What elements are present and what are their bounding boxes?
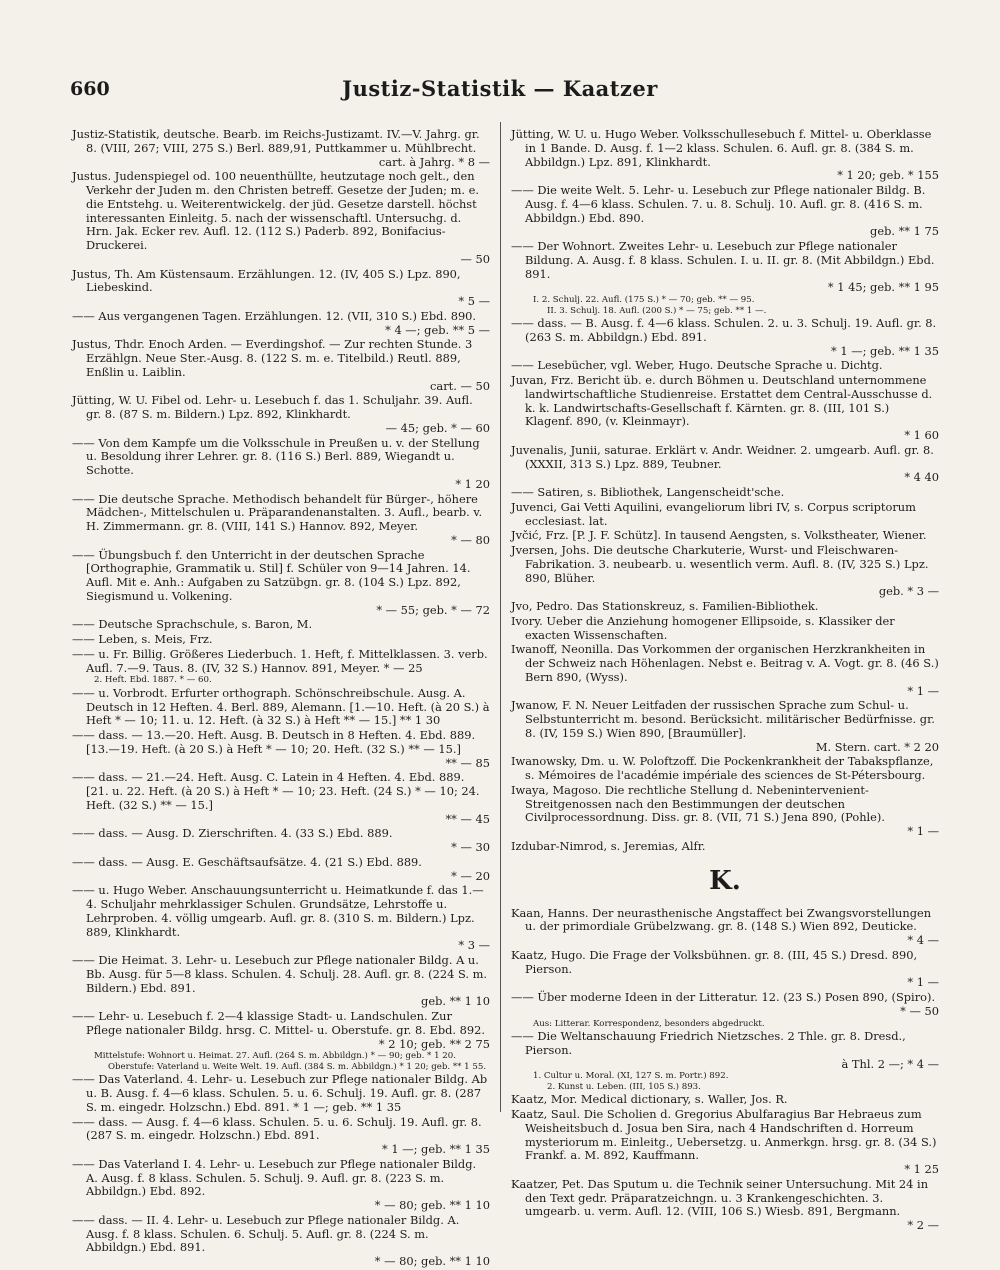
entry-price: M. Stern. cart. * 2 20	[815, 739, 939, 754]
entry-text: Izdubar-Nimrod, s. Jeremias, Alfr.	[511, 838, 706, 853]
right-column	[511, 127, 943, 1234]
entry-price: * 1 —; geb. ** 1 35	[382, 1142, 490, 1156]
entry-price: * — 30	[451, 840, 490, 854]
entry-price: — 50	[460, 251, 490, 266]
bibliography-entry	[511, 784, 939, 839]
entry-price: à Thl. 2 —; * 4 —	[841, 1056, 939, 1071]
entry-text: —— dass. — 21.—24. Heft. Ausg. C. Latein in 4 Heften. 4. Ebd. 889. [21. u. 22. Heft. (à 20 S.) à Heft * — 10; 23. Heft. (24 S.) * — 10; 24. Heft. (32 S.) ** — 15.]	[72, 770, 484, 812]
entry-price: * 2 —	[907, 1218, 939, 1232]
entry-text: Ivory. Ueber die Anziehung homogener Ellipsoide, s. Klassiker der exacten Wissenschaften.	[511, 613, 899, 642]
bibliography-entry	[72, 338, 490, 393]
bibliography-entry	[72, 493, 490, 548]
bibliography-entry	[72, 618, 490, 632]
page-number: 660	[70, 78, 110, 100]
bibliography-entry	[72, 170, 490, 266]
entry-price: * 1 25	[904, 1162, 939, 1176]
bibliography-entry	[72, 1158, 490, 1213]
bibliography-entry	[72, 268, 490, 309]
entry-text: Justus. Judenspiegel od. 100 neuenthüllte, heutzutage noch gelt., den Verkehr der Juden m. den Christen betreff. Gesetze der Juden; m. e. die Entstehg. u. Weiterentwickelg. der jüd. Gesetze darstell. höchst interessanten Einleitg. 5. nach der wissenschaftl. Untersuchg. d. Hrn. Jak. Ecker rev. Aufl. 12. (112 S.) Paderb. 892, Bonifacius-Druckerei.	[72, 169, 483, 252]
entry-price: * — 80; geb. ** 1 10	[374, 1254, 490, 1268]
entry-price: * 1 20	[455, 476, 490, 491]
entry-price: * 4 —; geb. ** 5 —	[385, 322, 490, 337]
entry-text: Juvan, Frz. Bericht üb. e. durch Böhmen u. Deutschland unternommene landwirtschaftliche Studienreise. Erstattet dem Central-Ausschusse d. k. k. Landwirtschafts-Gesellschaft f. Kärnten. gr. 8. (III, 101 S.) Klagenf. 890, (v. Kleinmayr).	[511, 373, 936, 429]
entry-price: ** — 45	[445, 811, 490, 826]
entry-text: —— u. Hugo Weber. Anschauungsunterricht u. Heimatkunde f. das 1.—4. Schuljahr mehrklassiger Schulen. Grundsätze, Lehrstoffe u. Lehrproben. 4. völlig umgearb. Aufl. gr. 8. (310 S. m. Bildern.) Lpz. 889, Klinkhardt.	[72, 883, 484, 939]
entry-price: * 1 —	[907, 683, 939, 698]
entry-text: —— u. Fr. Billig. Größeres Liederbuch. 1. Heft, f. Mittelklassen. 3. verb. Aufl. 7.—9. Taus. 8. (IV, 32 S.) Hannov. 891, Meyer. * — 25	[72, 646, 492, 675]
entry-text: —— dass. — II. 4. Lehr- u. Lesebuch zur Pflege nationaler Bildg. A. Ausg. f. 8 klass. Schulen. 6. Schulj. 5. Aufl. gr. 8. (224 S. m. Abbildgn.) Ebd. 891.	[72, 1212, 463, 1255]
entry-text: —— Aus vergangenen Tagen. Erzählungen. 12. (VII, 310 S.) Ebd. 890.	[72, 308, 477, 323]
entry-price: * — 50	[900, 1003, 939, 1018]
entry-price: cart. — 50	[430, 378, 490, 393]
entry-text: —— Übungsbuch f. den Unterricht in der deutschen Sprache [Orthographie, Grammatik u. Stil] f. Schüler von 9—14 Jahren. 14. Aufl. Mit e. Anh.: Aufgaben zu Satzübgn. gr. 8. (104 S.) Lpz. 892, Siegismund u. Volkening.	[72, 547, 475, 603]
bibliography-entry	[511, 359, 939, 373]
entry-price: * 1 —	[907, 975, 939, 990]
bibliography-entry	[511, 486, 939, 500]
entry-text: —— Die Weltanschauung Friedrich Nietzsches. 2 Thle. gr. 8. Dresd., Pierson.	[511, 1029, 910, 1057]
left-column	[72, 127, 494, 1270]
entry-text: —— Von dem Kampfe um die Volksschule in Preußen u. v. der Stellung u. Besoldung ihrer Lehrer. gr. 8. (116 S.) Berl. 889, Wiegandt u. Schotte.	[72, 435, 484, 477]
entry-note: Aus: Litterar. Korrespondenz, besonders abgedruckt.	[533, 1018, 765, 1029]
entry-price: * 4 40	[904, 470, 939, 485]
bibliography-entry	[72, 884, 490, 953]
entry-text: Juvenci, Gai Vetti Aquilini, evangeliorum libri IV, s. Corpus scriptorum ecclesiast. lat.	[511, 499, 920, 528]
entry-text: Iwaya, Magoso. Die rechtliche Stellung d. Nebenintervenient-Streitgenossen nach den Bestimmungen der deutschen Civilprocessordnung. Diss. gr. 8. (VII, 71 S.) Jena 890, (Pohle).	[511, 782, 885, 825]
entry-price: * — 20	[451, 868, 490, 883]
bibliography-entry	[511, 615, 939, 643]
bibliography-entry	[511, 1030, 939, 1092]
entry-text: Jversen, Johs. Die deutsche Charkuterie, Wurst- und Fleischwaren-Fabrikation. 3. neubearb. u. wesentlich verm. Aufl. 8. (IV, 325 S.) Lpz. 890, Blüher.	[511, 543, 933, 585]
entry-text: Jvčić, Frz. [P. J. F. Schütz]. In tausend Aengsten, s. Volkstheater, Wiener.	[511, 528, 927, 543]
entry-text: Kaatz, Saul. Die Scholien d. Gregorius Abulfaragius Bar Hebraeus zum Weisheitsbuch d. Josua ben Sira, nach 4 Handschriften d. Horreum mysteriorum m. Einleitg., Uebersetzg. u. Anmerkgn. hrsg. gr. 8. (34 S.) Frankf. a. M. 892, Kauffmann.	[511, 1107, 941, 1163]
entry-text: —— Leben, s. Meis, Frz.	[72, 632, 213, 646]
entry-text: —— Über moderne Ideen in der Litteratur. 12. (23 S.) Posen 890, (Spiro).	[511, 990, 936, 1004]
entry-text: —— Die Heimat. 3. Lehr- u. Lesebuch zur Pflege nationaler Bildg. A u. Bb. Ausg. für 5—8 klass. Schulen. 4. Schulj. 28. Aufl. gr. 8. (224 S. m. Bildern.) Ebd. 891.	[72, 953, 491, 995]
right-column-entries-j	[511, 127, 943, 854]
bibliography-entry	[511, 184, 939, 239]
bibliography-entry	[72, 648, 490, 686]
column-divider	[500, 122, 501, 1112]
entry-text: —— Das Vaterland I. 4. Lehr- u. Lesebuch zur Pflege nationaler Bildg. A. Ausg. f. 8 klass. Schulen. 5. Schulj. 9. Aufl. gr. 8. (223 S. m. Abbildgn.) Ebd. 892.	[72, 1156, 480, 1199]
entry-text: Jvo, Pedro. Das Stationskreuz, s. Familien-Bibliothek.	[511, 599, 819, 613]
bibliography-entry	[511, 755, 939, 783]
entry-price: * — 55; geb. * — 72	[376, 602, 490, 617]
bibliography-entry	[511, 949, 939, 990]
entry-text: Kaatzer, Pet. Das Sputum u. die Technik seiner Untersuchung. Mit 24 in den Text gedr. Präparatzeichngn. u. 3 Krankengeschichten. 3. umgearb. u. verm. Aufl. 12. (VIII, 106 S.) Wiesb. 891, Bergmann.	[511, 1176, 932, 1219]
entry-note: Mittelstufe: Wohnort u. Heimat. 27. Aufl. (264 S. m. Abbildgn.) * — 90; geb. * 1 20. Oberstufe: Vaterland u. Weite Welt. 19. Aufl. (384 S. m. Abbildgn.) * 1 20; geb. ** 1 55.	[94, 1051, 487, 1072]
bibliography-entry	[72, 1214, 490, 1269]
entry-text: —— dass. — Ausg. D. Zierschriften. 4. (33 S.) Ebd. 889.	[72, 826, 393, 841]
entry-price: * 4 —	[907, 933, 939, 947]
entry-text: —— Lehr- u. Lesebuch f. 2—4 klassige Stadt- u. Landschulen. Zur Pflege nationaler Bildg. hrsg. C. Mittel- u. Oberstufe. gr. 8. Ebd. 892.	[72, 1009, 486, 1037]
page-header: Justiz-Statistik — Kaatzer	[342, 76, 658, 101]
bibliography-entry	[511, 907, 939, 948]
bibliography-entry	[511, 317, 939, 358]
entry-text: Kaan, Hanns. Der neurasthenische Angstaffect bei Zwangsvorstellungen u. der primordiale Grübelzwang. gr. 8. (148 S.) Wien 892, Deuticke.	[511, 905, 935, 934]
bibliography-entry	[511, 1108, 939, 1177]
entry-text: —— dass. — B. Ausg. f. 4—6 klass. Schulen. 2. u. 3. Schulj. 19. Aufl. gr. 8. (263 S. m. Abbildgn.) Ebd. 891.	[511, 316, 940, 344]
right-column-entries-k	[511, 907, 939, 1233]
bibliography-entry	[511, 699, 939, 754]
entry-note: 2. Heft. Ebd. 1887. * — 60.	[94, 675, 212, 686]
bibliography-entry	[72, 729, 490, 770]
entry-price: geb. ** 1 10	[421, 994, 490, 1009]
entry-price: * 1 —; geb. ** 1 35	[831, 343, 939, 358]
bibliography-entry	[511, 991, 939, 1029]
entry-price: * — 80; geb. ** 1 10	[374, 1198, 490, 1212]
entry-price: * 5 —	[458, 294, 490, 308]
entry-text: Iwanowsky, Dm. u. W. Poloftzoff. Die Pockenkrankheit der Tabakspflanze, s. Mémoires de l'académie impériale des sciences de St-Pétersbourg.	[511, 754, 938, 782]
entry-price: * 1 45; geb. ** 1 95	[827, 280, 939, 295]
entry-text: Juvenalis, Junii, saturae. Erklärt v. Andr. Weidner. 2. umgearb. Aufl. gr. 8. (XXXII, 313 S.) Lpz. 889, Teubner.	[511, 442, 938, 471]
bibliography-entry	[511, 642, 943, 698]
entry-text: —— Das Vaterland. 4. Lehr- u. Lesebuch zur Pflege nationaler Bildg. Ab u. B. Ausg. f. 4—6 klass. Schulen. 5. u. 6. Schulj. 19. Aufl. gr. 8. (287 S. m. eingedr. Holzschn.) Ebd. 891. * 1 —; geb. ** 1 35	[72, 1072, 491, 1114]
entry-text: Justus, Th. Am Küstensaum. Erzählungen. 12. (IV, 405 S.) Lpz. 890, Liebeskind.	[72, 266, 465, 295]
bibliography-entry	[511, 240, 939, 316]
bibliography-entry	[72, 310, 490, 338]
entry-price: ** — 85	[445, 755, 490, 770]
bibliography-entry	[72, 1116, 490, 1157]
entry-text: Kaatz, Hugo. Die Frage der Volksbühnen. gr. 8. (III, 45 S.) Dresd. 890, Pierson.	[511, 947, 921, 976]
entry-text: Kaatz, Mor. Medical dictionary, s. Waller, Jos. R.	[511, 1092, 788, 1107]
entry-price: * — 80	[451, 532, 490, 547]
entry-text: —— dass. — 13.—20. Heft. Ausg. B. Deutsch in 8 Heften. 4. Ebd. 889. [13.—19. Heft. (à 20 S.) à Heft * — 10; 20. Heft. (32 S.) ** — 15.]	[72, 728, 479, 756]
entry-text: —— Die weite Welt. 5. Lehr- u. Lesebuch zur Pflege nationaler Bildg. B. Ausg. f. 4—6 klass. Schulen. 7. u. 8. Schulj. 10. Aufl. gr. 8. (416 S. m. Abbildgn.) Ebd. 890.	[511, 183, 930, 225]
bibliography-entry	[511, 374, 939, 443]
bibliography-entry	[511, 501, 939, 529]
bibliography-entry	[72, 394, 490, 435]
bibliography-entry	[72, 128, 490, 169]
entry-text: Jütting, W. U. u. Hugo Weber. Volksschullesebuch f. Mittel- u. Oberklasse in 1 Bande. D. Ausg. f. 1—2 klass. Schulen. 6. Aufl. gr. 8. (384 S. m. Abbildgn.) Lpz. 891, Klinkhardt.	[511, 127, 935, 169]
entry-price: geb. ** 1 75	[870, 224, 939, 239]
bibliography-entry	[72, 633, 490, 647]
entry-note: I. 2. Schulj. 22. Aufl. (175 S.) * — 70; geb. ** — 95. II. 3. Schulj. 18. Aufl. (200 S.) * — 75; geb. ** 1 —.	[533, 295, 767, 316]
bibliography-entry	[72, 856, 490, 884]
entry-price: * 3 —	[458, 938, 490, 953]
entry-text: Iwanoff, Neonilla. Das Vorkommen der organischen Herzkrankheiten in der Schweiz nach Höhenlagen. Nebst e. Beitrag v. A. Vogt. gr. 8. (46 S.) Bern 890, (Wyss).	[511, 642, 943, 684]
bibliography-entry	[511, 444, 939, 485]
entry-price: * 1 60	[904, 428, 939, 442]
entry-text: Justiz-Statistik, deutsche. Bearb. im Reichs-Justizamt. IV.—V. Jahrg. gr. 8. (VIII, 267; VIII, 275 S.) Berl. 889,91, Puttkammer u. Mühlbrecht.	[72, 127, 484, 155]
entry-text: —— Die deutsche Sprache. Methodisch behandelt für Bürger-, höhere Mädchen-, Mittelschulen u. Präparandenanstalten. 3. Aufl., bearb. v. H. Zimmermann. gr. 8. (VIII, 141 S.) Hannov. 892, Meyer.	[72, 491, 486, 533]
entry-text: —— Deutsche Sprachschule, s. Baron, M.	[72, 617, 313, 632]
entry-text: —— dass. — Ausg. E. Geschäftsaufsätze. 4. (21 S.) Ebd. 889.	[72, 854, 422, 869]
bibliography-entry	[72, 685, 494, 728]
entry-text: Jütting, W. U. Fibel od. Lehr- u. Lesebuch f. das 1. Schuljahr. 39. Aufl. gr. 8. (87 S. m. Bildern.) Lpz. 892, Klinkhardt.	[72, 393, 477, 421]
bibliography-entry	[511, 1093, 939, 1107]
entry-text: —— Satiren, s. Bibliothek, Langenscheidt'sche.	[511, 485, 785, 499]
entry-price: — 45; geb. * — 60	[385, 420, 490, 435]
bibliography-entry	[511, 1178, 939, 1233]
bibliography-entry	[72, 437, 490, 492]
bibliography-entry	[72, 827, 490, 855]
entry-text: Jwanow, F. N. Neuer Leitfaden der russischen Sprache zum Schul- u. Selbstunterricht m. besond. Berücksicht. militärischer Bedürfnisse. gr. 8. (IV, 159 S.) Wien 890, [Braumüller].	[511, 698, 939, 740]
bibliography-entry	[72, 549, 490, 618]
entry-text: —— Der Wohnort. Zweites Lehr- u. Lesebuch zur Pflege nationaler Bildung. A. Ausg. f. 8 klass. Schulen. I. u. II. gr. 8. (Mit Abbildgn.) Ebd. 891.	[511, 239, 939, 281]
bibliography-entry	[72, 1073, 490, 1114]
bibliography-entry	[511, 544, 939, 599]
bibliography-entry	[72, 1010, 490, 1072]
bibliography-entry	[511, 529, 939, 543]
entry-price: * 1 20; geb. * 155	[837, 168, 939, 183]
entry-text: —— Lesebücher, vgl. Weber, Hugo. Deutsche Sprache u. Dichtg.	[511, 358, 883, 373]
section-letter-k: K.	[709, 865, 741, 896]
bibliography-entry	[511, 128, 939, 183]
entry-price: * 2 10; geb. ** 2 75	[378, 1036, 490, 1051]
entry-text: —— u. Vorbrodt. Erfurter orthograph. Schönschreibschule. Ausg. A. Deutsch in 12 Heften. 4. Berl. 889, Alemann. [1.—10. Heft. (à 20 S.) à Heft * — 10; 11. u. 12. Heft. (à 32 S.) à Heft ** — 15.] ** 1 30	[72, 685, 494, 728]
entry-text: —— dass. — Ausg. f. 4—6 klass. Schulen. 5. u. 6. Schulj. 19. Aufl. gr. 8. (287 S. m. eingedr. Holzschn.) Ebd. 891.	[72, 1114, 486, 1143]
entry-price: * 1 —	[907, 824, 939, 838]
bibliography-entry	[72, 771, 490, 826]
bibliography-entry	[511, 840, 939, 854]
entry-note: 1. Cultur u. Moral. (XI, 127 S. m. Portr.) 892. 2. Kunst u. Leben. (III, 105 S.) 893.	[533, 1071, 729, 1092]
bibliography-entry	[72, 954, 490, 1009]
entry-text: Justus, Thdr. Enoch Arden. — Everdingshof. — Zur rechten Stunde. 3 Erzählgn. Neue Ster.-Ausg. 8. (122 S. m. e. Titelbild.) Reutl. 889, Enßlin u. Laiblin.	[72, 337, 476, 379]
bibliography-entry	[511, 600, 939, 614]
entry-price: cart. à Jahrg. * 8 —	[378, 154, 490, 169]
entry-price: geb. * 3 —	[878, 584, 939, 599]
